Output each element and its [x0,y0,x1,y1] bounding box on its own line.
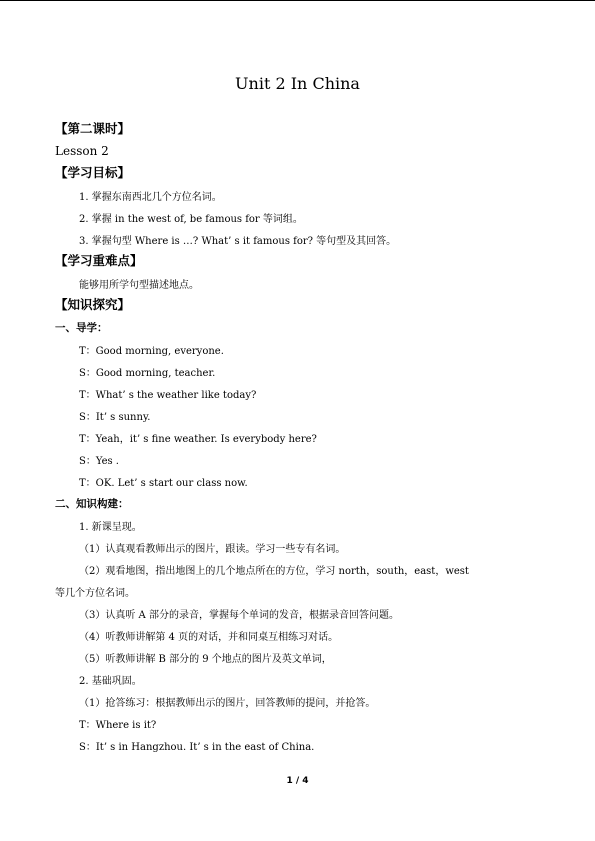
dialogue-line: S：Yes . [79,456,119,467]
step-item: （2）观看地图，指出地图上的几个地点所在的方位，学习 north，south，east，west [79,566,469,577]
step-item: （4）听教师讲解第 4 页的对话，并和同桌互相练习对话。 [79,632,339,643]
build-heading: 二、知识构建： [55,498,129,510]
page-number: 1 / 4 [286,776,309,786]
objective-item: 1. 掌握东南西北几个方位名词。 [79,192,222,203]
step-item: （5）听教师讲解 B 部分的 9 个地点的图片及英文单词， [79,654,332,665]
key-points-text: 能够用所学句型描述地点。 [79,280,199,291]
dialogue-line: T：Good morning, everyone. [79,346,224,357]
practice-dialogue-line: T：Where is it? [79,720,157,731]
guide-heading: 一、导学： [55,322,108,334]
lesson-time-heading: 【第二课时】 [55,121,131,136]
dialogue-line: S：It’ s sunny. [79,412,151,423]
explore-heading: 【知识探究】 [55,297,131,312]
dialogue-line: T：What’ s the weather like today? [79,390,257,401]
key-points-heading: 【学习重难点】 [55,253,143,268]
dialogue-line: S：Good morning, teacher. [79,368,216,379]
step-item-continuation: 等几个方位名词。 [55,588,135,599]
lesson-label: Lesson 2 [55,144,109,158]
objective-item: 3. 掌握句型 Where is …? What’ s it famous for? 等句型及其回答。 [79,236,397,247]
top-border-line [0,0,595,1]
consolidate-label: 2. 基础巩固。 [79,676,142,687]
objective-item: 2. 掌握 in the west of, be famous for 等词组。 [79,214,303,225]
dialogue-line: T：OK. Let’ s start our class now. [79,478,248,489]
document-title: Unit 2 In China [235,74,360,93]
new-lesson-label: 1. 新课呈现。 [79,522,142,533]
step-item: （3）认真听 A 部分的录音，掌握每个单词的发音，根据录音回答问题。 [79,610,399,621]
objectives-heading: 【学习目标】 [55,165,131,180]
step-item: （1）认真观看教师出示的图片，跟读。学习一些专有名词。 [79,544,346,555]
dialogue-line: T：Yeah，it’ s fine weather. Is everybody here? [79,434,317,445]
practice-text: （1）抢答练习：根据教师出示的图片，回答教师的提问，并抢答。 [79,698,376,709]
practice-dialogue-line: S：It’ s in Hangzhou. It’ s in the east of China. [79,742,315,753]
